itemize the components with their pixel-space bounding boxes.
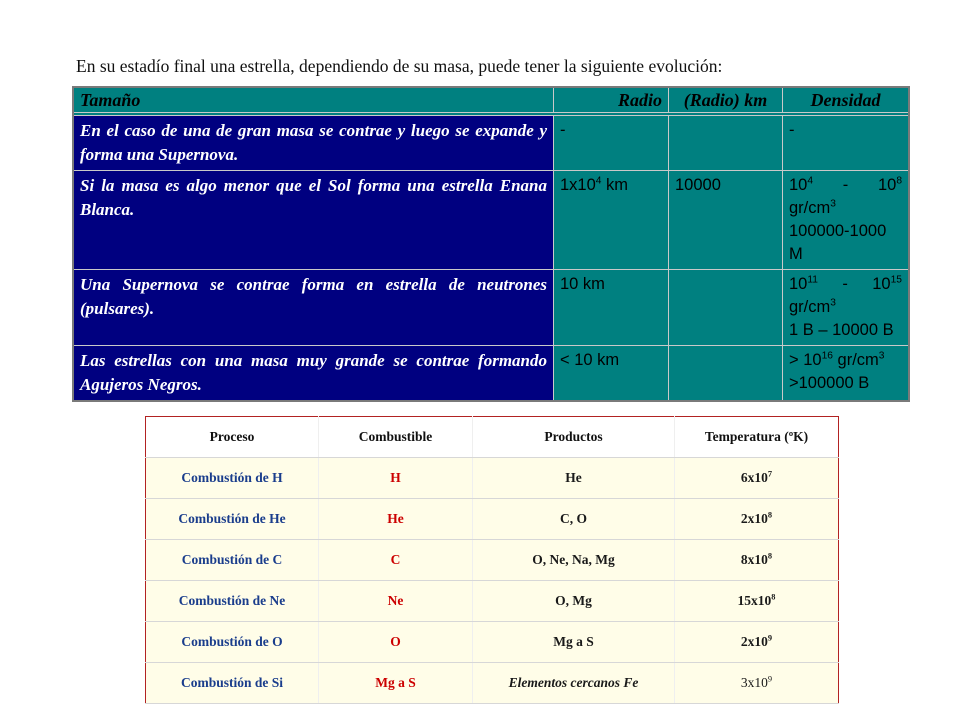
cell-productos: Mg a S [473,622,675,663]
nuclear-burning-table [145,416,839,704]
cell-temperatura: $2x10^8$ [675,499,839,540]
cell-temperatura: $6x10^7$ [675,458,839,499]
cell-combustible: Ne [319,581,473,622]
header-density: Densidad [783,87,910,113]
row-description: En el caso de una de gran masa se contrae y luego se expande y forma una Supernova. [73,116,554,171]
header-proceso: Proceso [146,417,319,458]
row-density: - [783,116,910,171]
row-radius-km [669,270,783,346]
cell-productos: O, Mg [473,581,675,622]
cell-productos: O, Ne, Na, Mg [473,540,675,581]
row-description: Las estrellas con una masa muy grande se contrae formando Agujeros Negros. [73,346,554,402]
table-row [146,499,839,540]
row-radius-km [669,116,783,171]
header-combustible: Combustible [319,417,473,458]
cell-temperatura: $2x10^9$ [675,622,839,663]
stellar-evolution-table [72,86,910,402]
cell-temperatura: $8x10^8$ [675,540,839,581]
table-row [73,116,909,171]
cell-temperatura: $15x10^8$ [675,581,839,622]
row-description: Si la masa es algo menor que el Sol forma una estrella Enana Blanca. [73,171,554,270]
table-row [146,622,839,663]
header-productos: Productos [473,417,675,458]
cell-proceso: Combustión de H [146,458,319,499]
row-radius: $1x10^4$ km [554,171,669,270]
header-size: Tamaño [73,87,554,113]
table-row [146,581,839,622]
table-row [73,171,909,270]
cell-combustible: He [319,499,473,540]
cell-combustible: C [319,540,473,581]
row-radius: < 10 km [554,346,669,402]
row-density: > $10^{16}$ $gr/cm^3$ >100000 B [783,346,910,402]
table-header-row [73,87,909,113]
cell-productos: Elementos cercanos Fe [473,663,675,704]
cell-proceso: Combustión de Ne [146,581,319,622]
cell-temperatura: $3x10^9$ [675,663,839,704]
header-radius-km: (Radio) km [669,87,783,113]
table-row [146,458,839,499]
cell-productos: He [473,458,675,499]
cell-proceso: Combustión de C [146,540,319,581]
header-temperatura: Temperatura (ºK) [675,417,839,458]
header-radius: Radio [554,87,669,113]
cell-proceso: Combustión de Si [146,663,319,704]
cell-combustible: H [319,458,473,499]
table-row [73,346,909,402]
row-radius-km: 10000 [669,171,783,270]
row-density: $10^4$ - $10^8$ $gr/cm^3$ 100000-1000 M [783,171,910,270]
table-row [146,663,839,704]
cell-combustible: Mg a S [319,663,473,704]
row-radius-km [669,346,783,402]
intro-text: En su estadío final una estrella, dependiendo de su masa, puede tener la siguiente evolución: [76,56,723,76]
table-header-row [146,417,839,458]
table-row [73,270,909,346]
row-density: $10^{11}$ - $10^{15}$ $gr/cm^3$ 1 B – 10000 B [783,270,910,346]
cell-proceso: Combustión de He [146,499,319,540]
row-description: Una Supernova se contrae forma en estrella de neutrones (pulsares). [73,270,554,346]
row-radius: 10 km [554,270,669,346]
cell-proceso: Combustión de O [146,622,319,663]
row-radius: - [554,116,669,171]
cell-productos: C, O [473,499,675,540]
table-row [146,540,839,581]
cell-combustible: O [319,622,473,663]
